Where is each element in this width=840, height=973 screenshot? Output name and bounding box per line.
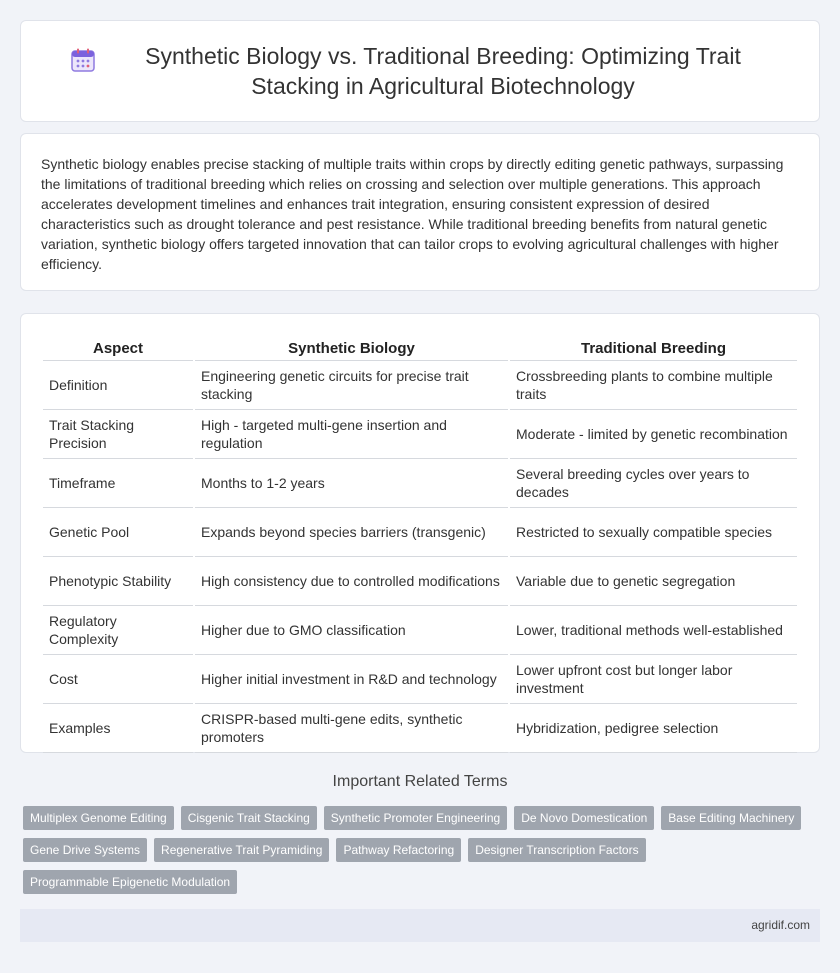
- table-cell: Cost: [43, 655, 193, 704]
- table-cell: Examples: [43, 704, 193, 753]
- tag-multiplex-genome-editing[interactable]: Multiplex Genome Editing: [23, 806, 174, 830]
- tag-regenerative-trait-pyramiding[interactable]: Regenerative Trait Pyramiding: [154, 838, 329, 862]
- table-cell: Variable due to genetic segregation: [510, 557, 797, 606]
- tag-de-novo-domestication[interactable]: De Novo Domestication: [514, 806, 654, 830]
- footer: [20, 909, 820, 942]
- comparison-table: [41, 334, 799, 753]
- tag-programmable-epigenetic-modulation[interactable]: Programmable Epigenetic Modulation: [23, 870, 237, 894]
- column-header-aspect: Aspect: [43, 334, 193, 361]
- tag-gene-drive-systems[interactable]: Gene Drive Systems: [23, 838, 147, 862]
- tag-designer-transcription-factors[interactable]: Designer Transcription Factors: [468, 838, 645, 862]
- table-cell: Crossbreeding plants to combine multiple traits: [510, 361, 797, 410]
- table-cell: Moderate - limited by genetic recombination: [510, 410, 797, 459]
- related-terms-tags: [23, 806, 823, 902]
- table-cell: Genetic Pool: [43, 508, 193, 557]
- tag-synthetic-promoter-engineering[interactable]: Synthetic Promoter Engineering: [324, 806, 507, 830]
- table-cell: Definition: [43, 361, 193, 410]
- comparison-table-card: [20, 313, 820, 753]
- table-cell: Regulatory Complexity: [43, 606, 193, 655]
- title-wrap: [70, 41, 770, 101]
- table-cell: Engineering genetic circuits for precise trait stacking: [195, 361, 508, 410]
- footer-site-link[interactable]: agridif.com: [751, 918, 810, 932]
- header-card: [20, 20, 820, 122]
- table-cell: Timeframe: [43, 459, 193, 508]
- tag-cisgenic-trait-stacking[interactable]: Cisgenic Trait Stacking: [181, 806, 317, 830]
- table-cell: Hybridization, pedigree selection: [510, 704, 797, 753]
- table-cell: Lower, traditional methods well-established: [510, 606, 797, 655]
- table-cell: Restricted to sexually compatible species: [510, 508, 797, 557]
- tag-pathway-refactoring[interactable]: Pathway Refactoring: [336, 838, 461, 862]
- column-header-traditional-breeding: Traditional Breeding: [510, 334, 797, 361]
- intro-card: [20, 133, 820, 291]
- page-title: Synthetic Biology vs. Traditional Breeding: Optimizing Trait Stacking in Agricultural Biotechnology: [145, 43, 741, 99]
- table-cell: Higher initial investment in R&D and technology: [195, 655, 508, 704]
- table-cell: Expands beyond species barriers (transgenic): [195, 508, 508, 557]
- calendar-icon: [70, 47, 96, 73]
- table-row: [43, 655, 797, 704]
- table-cell: High consistency due to controlled modifications: [195, 557, 508, 606]
- table-row: [43, 361, 797, 410]
- related-terms-title: Important Related Terms: [332, 773, 508, 790]
- table-cell: Several breeding cycles over years to decades: [510, 459, 797, 508]
- table-row: [43, 508, 797, 557]
- table-cell: Lower upfront cost but longer labor investment: [510, 655, 797, 704]
- table-cell: Higher due to GMO classification: [195, 606, 508, 655]
- table-row: [43, 704, 797, 753]
- table-row: [43, 459, 797, 508]
- table-cell: High - targeted multi-gene insertion and regulation: [195, 410, 508, 459]
- table-cell: CRISPR-based multi-gene edits, synthetic promoters: [195, 704, 508, 753]
- table-row: [43, 557, 797, 606]
- table-cell: Months to 1-2 years: [195, 459, 508, 508]
- table-header-row: [43, 334, 797, 361]
- table-cell: Trait Stacking Precision: [43, 410, 193, 459]
- tag-base-editing-machinery[interactable]: Base Editing Machinery: [661, 806, 801, 830]
- intro-paragraph: Synthetic biology enables precise stacking of multiple traits within crops by directly editing genetic pathways, surpassing the limitations of traditional breeding which relies on crossing and selection over multiple generations. This approach accelerates development timelines and enhances trait integration, ensuring consistent expression of desired characteristics such as drought tolerance and pest resistance. While traditional breeding benefits from natural genetic variation, synthetic biology offers targeted innovation that can tailor crops to evolving agricultural challenges with higher efficiency.: [41, 156, 784, 272]
- table-row: [43, 606, 797, 655]
- table-cell: Phenotypic Stability: [43, 557, 193, 606]
- column-header-synthetic-biology: Synthetic Biology: [195, 334, 508, 361]
- table-row: [43, 410, 797, 459]
